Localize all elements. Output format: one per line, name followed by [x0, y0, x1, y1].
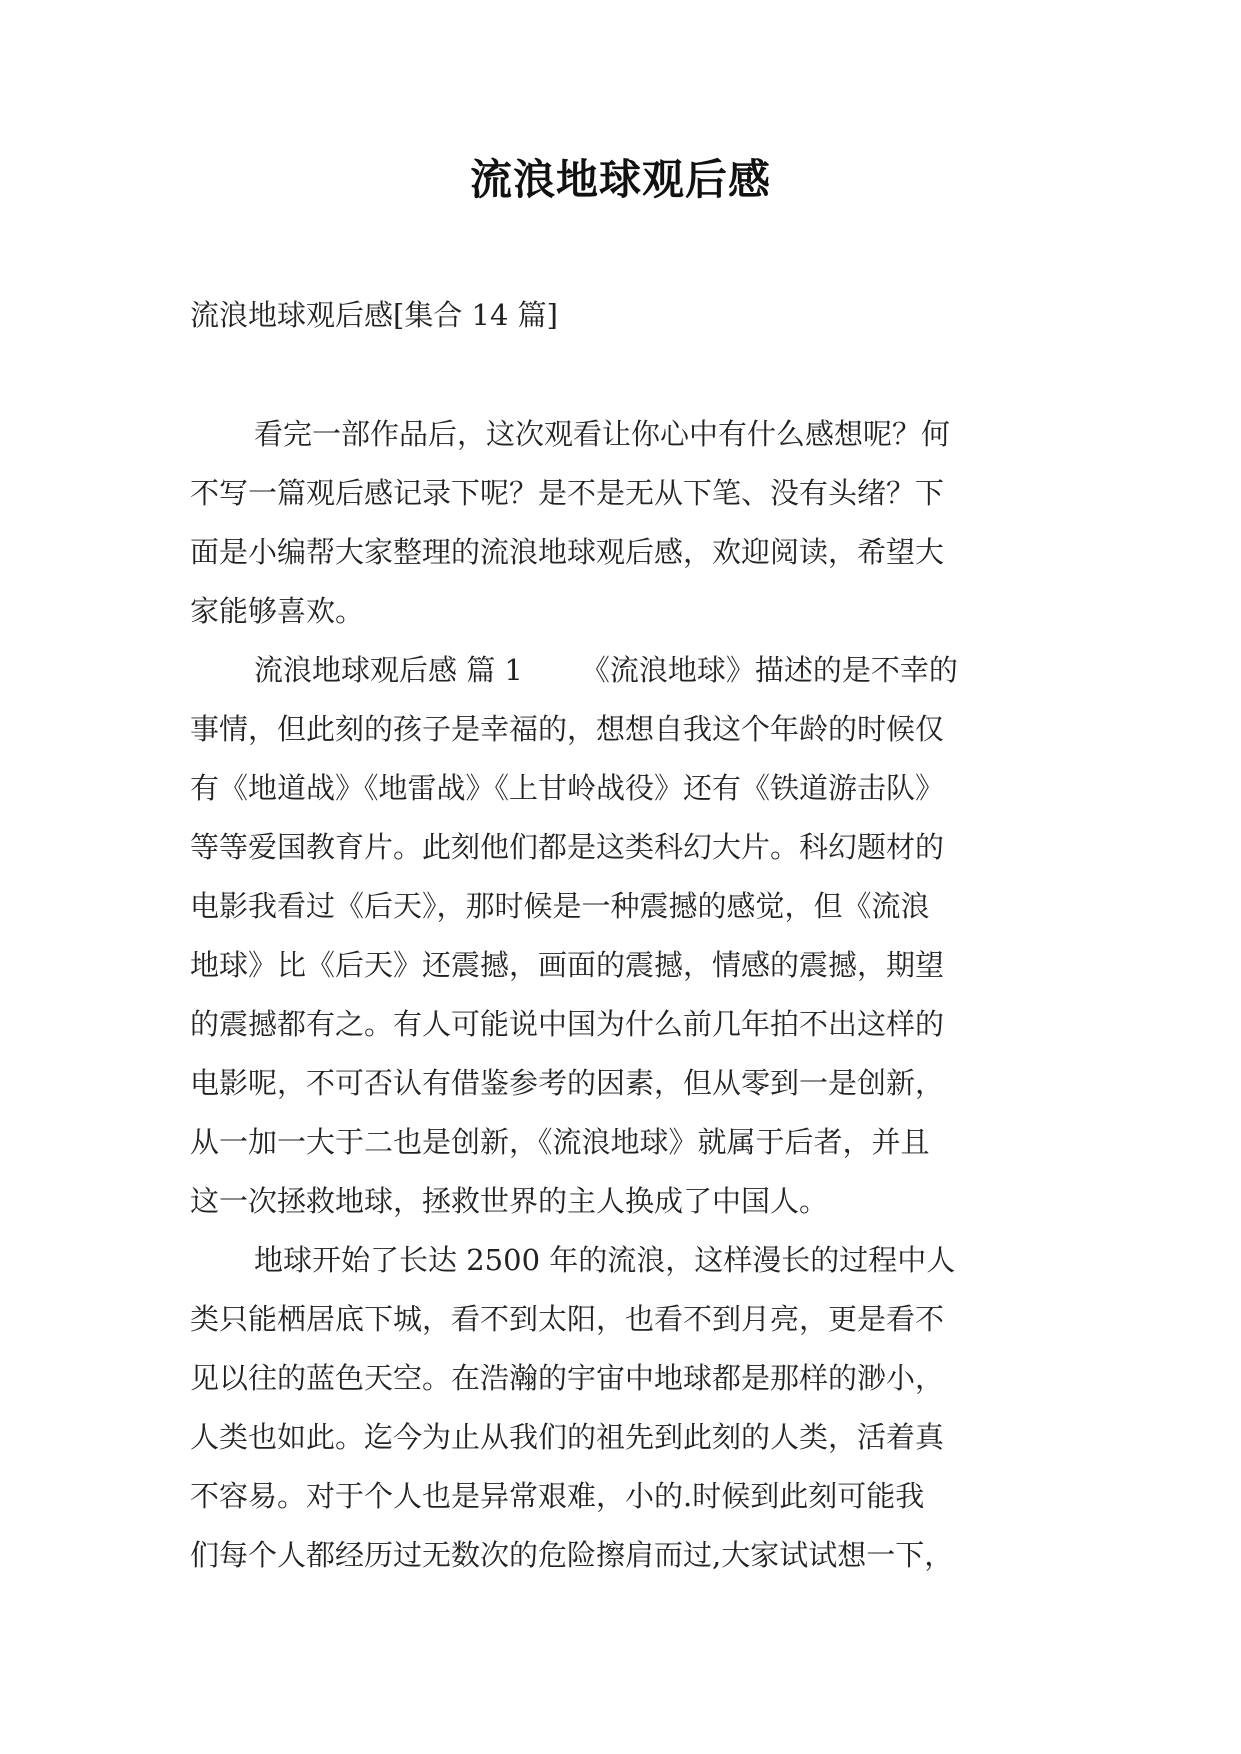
body-line: 电影我看过《后天》，那时候是一种震撼的感觉，但《流浪: [190, 889, 930, 923]
body-line: 人类也如此。迄今为止从我们的祖先到此刻的人类，活着真: [190, 1420, 945, 1454]
body-line: 有《地道战》《地雷战》《上甘岭战役》还有《铁道游击队》: [190, 771, 945, 805]
body-line: 不写一篇观后感记录下呢？是不是无从下笔、没有头绪？下: [190, 476, 945, 510]
document-title: 流浪地球观后感: [469, 155, 771, 204]
body-line: 地球》比《后天》还震撼，画面的震撼，情感的震撼，期望: [190, 948, 945, 982]
body-line: 不容易。对于个人也是异常艰难，小的.时候到此刻可能我: [190, 1479, 925, 1513]
body-line: 电影呢，不可否认有借鉴参考的因素，但从零到一是创新，: [190, 1066, 945, 1100]
body-line: 等等爱国教育片。此刻他们都是这类科幻大片。科幻题材的: [190, 830, 945, 864]
document-subtitle: 流浪地球观后感[集合 14 篇]: [190, 298, 558, 332]
body-line: 的震撼都有之。有人可能说中国为什么前几年拍不出这样的: [190, 1007, 945, 1041]
body-line: 类只能栖居底下城，看不到太阳，也看不到月亮，更是看不: [190, 1302, 945, 1336]
body-line: 们每个人都经历过无数次的危险擦肩而过,大家试试想一下，: [190, 1538, 954, 1572]
body-line: 从一加一大于二也是创新，《流浪地球》就属于后者，并且: [190, 1125, 930, 1159]
body-line: 家能够喜欢。: [190, 594, 365, 628]
body-line: 事情，但此刻的孩子是幸福的，想想自我这个年龄的时候仅: [190, 712, 945, 746]
body-line-segment: 《流浪地球》描述的是不幸的: [580, 653, 958, 687]
document-body: [190, 405, 1050, 1585]
body-line: 这一次拯救地球，拯救世界的主人换成了中国人。: [190, 1184, 829, 1218]
body-line: 地球开始了长达 2500 年的流浪，这样漫长的过程中人: [254, 1243, 956, 1277]
body-line: 见以往的蓝色天空。在浩瀚的宇宙中地球都是那样的渺小，: [190, 1361, 945, 1395]
body-line: 面是小编帮大家整理的流浪地球观后感，欢迎阅读，希望大: [190, 535, 945, 569]
section-heading-line: [190, 641, 1050, 700]
section-heading: 流浪地球观后感 篇 1: [254, 653, 523, 687]
body-line: 看完一部作品后，这次观看让你心中有什么感想呢？何: [254, 417, 951, 451]
